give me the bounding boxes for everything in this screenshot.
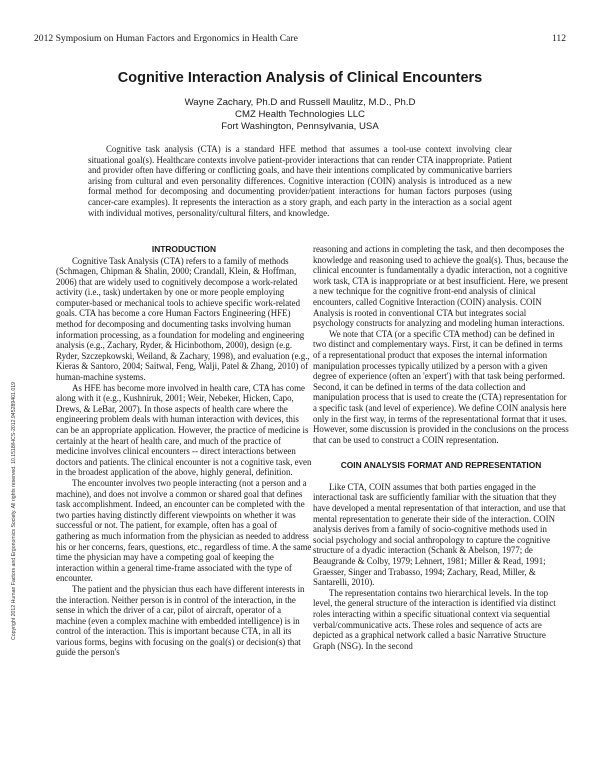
abstract: Cognitive task analysis (CTA) is a standard HFE method that assumes a tool-use context involving clear situational goal(s). Healthcare contexts involve patient-provider interactions that can render CTA inappropriate. Patient and provider often have differing or conflicting goals, and have their intentions complicated by communicative barriers arising from cultural and even personality differences. Cognitive interaction (COIN) analysis is introduced as a new formal method for decomposing and documenting provider/patient interactions for human factors purposes (using cancer-care examples). It represents the interaction as a story graph, and each party in the interaction as a social agent with individual motives, personality/cultural filters, and knowledge. (88, 144, 512, 218)
copyright-sidebar: Copyright 2012 Human Factors and Ergonomics Society. All rights reserved. 10.1518/HCS-2012.945289401.019 (11, 382, 17, 640)
running-header (34, 33, 566, 44)
running-head-text: 2012 Symposium on Human Factors and Ergonomics in Health Care (34, 33, 298, 44)
author-block (0, 97, 600, 133)
body-paragraph: We note that CTA (or a specific CTA method) can be defined in two distinct and complementary ways. First, it can be defined in terms of a representational product that exposes the internal information manipulation processes typically utilized by a person with a given degree of experience (often an 'expert') with that task being performed. Second, it can be defined in terms of the data collection and manipulation process that is used to create the (CTA) representation for a specific task (and level of experience). We define COIN analysis here only in the first way, in terms of the representational format that it uses. However, some discussion is provided in the conclusions on the process that can be used to construct a COIN representation. (313, 328, 569, 445)
coin-heading: COIN ANALYSIS FORMAT AND REPRESENTATION (340, 460, 542, 471)
intro-heading: INTRODUCTION (151, 244, 217, 254)
right-column (313, 244, 569, 651)
page-number: 112 (551, 33, 566, 44)
body-paragraph: Cognitive Task Analysis (CTA) refers to a family of methods (Schmagen, Chipman & Shalin, 2000; Crandall, Klein, & Hoffman, 2006) that are widely used to cognitively decompose a work-related activity (i.e., task) undertaken by one or more people employing computer-based or mechanical tools to achieve specific work-related goals. CTA has become a core Human Factors Engineering (HFE) method for decomposing and documenting tasks involving human information processing, as a foundation for modeling and engineering analysis (e.g., Zachary, Ryder, & Hicinbothom, 2000), design (e.g. Ryder, Szczepkowski, Weiland, & Zachary, 1998), and evaluation (e.g., Kieras & Santoro, 2004; Saitwal, Feng, Walji, Patel & Zhang, 2010) of human-machine systems. (56, 255, 310, 383)
body-paragraph: The representation contains two hierarchical levels. In the top level, the general structure of the interaction is identified via distinct roles interacting within a specific situational context via sequential verbal/communicative acts. These roles and sequence of acts are depicted as a graphical network called a basic Narrative Structure Graph (NSG). In the second (313, 587, 556, 651)
body-paragraph: Like CTA, COIN assumes that both parties engaged in the interactional task are sufficiently familiar with the situation that they have developed a mental representation of that interaction, and use that mental representation to generate their side of the interaction. COIN analysis derives from a family of socio-cognitive methods used in social psychology and social anthropology to capture the cognitive structure of a dyadic interaction (Schank & Abelson, 1977; de Beaugrande & Colby, 1979; Lehnert, 1981; Miller & Read, 1991; Graesser, Singer and Trabasso, 1994; Zachary, Read, Miller, & Santarelli, 2010). (313, 481, 566, 588)
paper-title: Cognitive Interaction Analysis of Clinical Encounters (117, 70, 483, 86)
author-organization: CMZ Health Technologies LLC (235, 109, 365, 120)
body-paragraph: The patient and the physician thus each have different interests in the interaction. Neither person is in control of the interaction, in the sense in which the driver of a car, pilot of aircraft, operator of a machine (even a complex machine with embedded intelligence) is in control of the interaction. This is important because CTA, in all its various forms, begins with focusing on the goal(s) or decision(s) that guide the person's (56, 583, 305, 658)
author-location: Fort Washington, Pennsylvania, USA (221, 121, 379, 132)
left-column (56, 244, 312, 658)
author-names: Wayne Zachary, Ph.D and Russell Maulitz, M.D., Ph.D (184, 97, 416, 108)
body-paragraph: The encounter involves two people interacting (not a person and a machine), and does not involve a common or shared goal that defines task accomplishment. Indeed, an encounter can be completed with the two parties having distinctly different viewpoints on whether it was successful or not. The patient, for example, often has a goal of gathering as much information from the physician as needed to address his or her concerns, fears, questions, etc., regardless of time. A the same time the physician may have a competing goal of keeping the interaction within a general time-frame associated with the type of encounter. (56, 477, 312, 584)
body-paragraph: reasoning and actions in completing the task, and then decomposes the knowledge and reasoning used to achieve the goal(s). Thus, because the clinical encounter is fundamentally a dyadic interaction, not a cognitive work task, CTA is inappropriate or at best insufficient. Here, we present a new technique for the cognitive front-end analysis of clinical encounters, called Cognitive Interaction (COIN) analysis. COIN Analysis is rooted in conventional CTA but integrates social psychology constructs for analyzing and modeling human interactions. (313, 244, 569, 329)
body-paragraph: As HFE has become more involved in health care, CTA has come along with it (e.g., Kushniruk, 2001; Weir, Nebeker, Hicken, Capo, Drews, & LeBar, 2007). In those aspects of health care where the engineering problem deals with human interaction with devices, this can be an appropriate application. However, the practice of medicine is certainly at the heart of health care, and much of the practice of medicine involves clinical encounters -- direct interactions between doctors and patients. The clinical encounter is not a cognitive task, even in the broadest application of the above, highly general, definition. (56, 382, 312, 478)
